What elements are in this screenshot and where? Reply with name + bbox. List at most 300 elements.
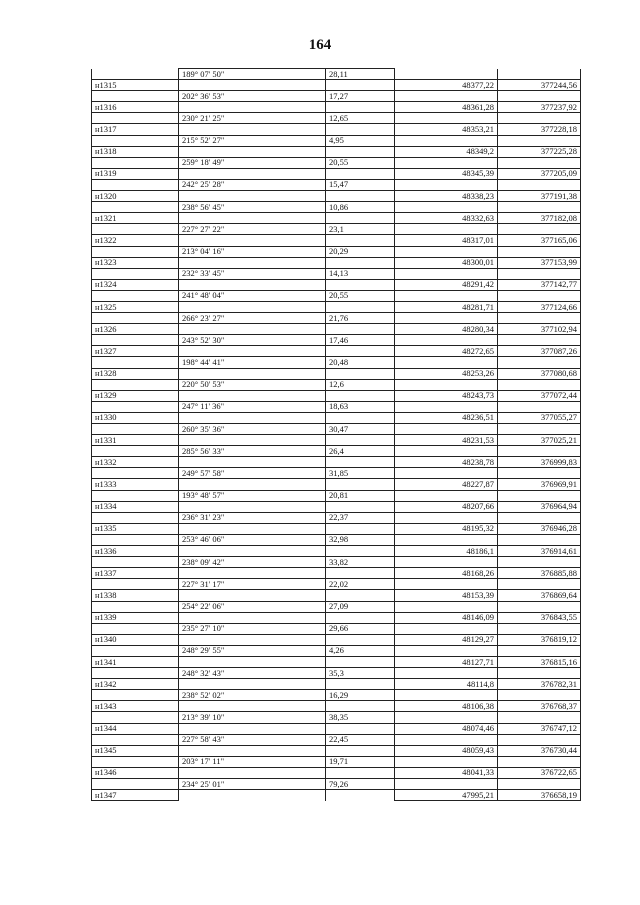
- point-name: н1323: [92, 257, 179, 268]
- segment-row: [92, 335, 581, 346]
- segment-length: 22,45: [326, 734, 395, 745]
- point-row: [92, 102, 581, 113]
- coordinate-y: 376869,64: [498, 590, 581, 601]
- direction-angle: 266° 23' 27": [179, 313, 326, 324]
- coordinate-x: [395, 534, 498, 545]
- point-row: [92, 80, 581, 91]
- segment-row: [92, 779, 581, 790]
- segment-row: [92, 512, 581, 523]
- coordinate-x: 48332,63: [395, 213, 498, 224]
- direction-angle: 215° 52' 27": [179, 135, 326, 146]
- coordinate-x: 48317,01: [395, 235, 498, 246]
- segment-row: [92, 290, 581, 301]
- coordinate-y: 376885,88: [498, 568, 581, 579]
- coordinate-y: 377244,56: [498, 80, 581, 91]
- point-name: [92, 734, 179, 745]
- segment-length: [326, 146, 395, 157]
- coordinate-x: 48195,32: [395, 523, 498, 534]
- segment-length: [326, 523, 395, 534]
- coordinate-x: 48168,26: [395, 568, 498, 579]
- point-name: [92, 290, 179, 301]
- direction-angle: [179, 191, 326, 202]
- direction-angle: 238° 52' 02": [179, 690, 326, 701]
- segment-length: [326, 324, 395, 335]
- coordinate-y: 377205,09: [498, 168, 581, 179]
- segment-row: [92, 690, 581, 701]
- coordinate-y: [498, 734, 581, 745]
- point-row: [92, 279, 581, 290]
- coordinate-x: [395, 69, 498, 80]
- point-row: [92, 346, 581, 357]
- segment-length: 17,46: [326, 335, 395, 346]
- coordinate-x: [395, 668, 498, 679]
- segment-length: 38,35: [326, 712, 395, 723]
- point-name: [92, 357, 179, 368]
- direction-angle: [179, 479, 326, 490]
- direction-angle: 189° 07' 50": [179, 69, 326, 80]
- point-row: [92, 701, 581, 712]
- segment-row: [92, 490, 581, 501]
- direction-angle: 243° 52' 30": [179, 335, 326, 346]
- segment-length: [326, 701, 395, 712]
- point-name: [92, 179, 179, 190]
- direction-angle: [179, 257, 326, 268]
- coordinate-y: [498, 601, 581, 612]
- direction-angle: 220° 50' 53": [179, 379, 326, 390]
- coordinate-x: 48377,22: [395, 80, 498, 91]
- coordinate-y: [498, 202, 581, 213]
- point-name: н1324: [92, 279, 179, 290]
- point-name: [92, 313, 179, 324]
- point-name: н1341: [92, 656, 179, 667]
- coordinate-y: [498, 668, 581, 679]
- coordinate-y: [498, 468, 581, 479]
- coordinate-x: 48345,39: [395, 168, 498, 179]
- direction-angle: [179, 412, 326, 423]
- coordinate-x: 48238,78: [395, 457, 498, 468]
- direction-angle: [179, 767, 326, 778]
- segment-length: 35,3: [326, 668, 395, 679]
- segment-row: [92, 468, 581, 479]
- point-row: [92, 324, 581, 335]
- coordinate-y: 376782,31: [498, 679, 581, 690]
- segment-length: 31,85: [326, 468, 395, 479]
- coordinate-x: [395, 224, 498, 235]
- segment-row: [92, 668, 581, 679]
- coordinate-y: [498, 268, 581, 279]
- segment-row: [92, 623, 581, 634]
- point-row: [92, 745, 581, 756]
- point-row: [92, 546, 581, 557]
- segment-length: [326, 767, 395, 778]
- segment-length: [326, 546, 395, 557]
- point-row: [92, 590, 581, 601]
- segment-length: [326, 213, 395, 224]
- point-name: н1330: [92, 412, 179, 423]
- segment-row: [92, 69, 581, 80]
- direction-angle: 260° 35' 36": [179, 424, 326, 435]
- direction-angle: 254° 22' 06": [179, 601, 326, 612]
- segment-row: [92, 246, 581, 257]
- coordinate-y: [498, 712, 581, 723]
- point-row: [92, 412, 581, 423]
- coordinate-y: 376843,55: [498, 612, 581, 623]
- point-row: [92, 767, 581, 778]
- segment-row: [92, 645, 581, 656]
- coordinate-x: [395, 157, 498, 168]
- coordinate-y: [498, 157, 581, 168]
- point-name: н1344: [92, 723, 179, 734]
- direction-angle: 193° 48' 57": [179, 490, 326, 501]
- point-name: [92, 379, 179, 390]
- point-name: н1315: [92, 80, 179, 91]
- point-name: н1321: [92, 213, 179, 224]
- point-row: [92, 723, 581, 734]
- direction-angle: [179, 457, 326, 468]
- coordinate-x: [395, 446, 498, 457]
- point-row: [92, 612, 581, 623]
- point-name: [92, 135, 179, 146]
- point-name: [92, 246, 179, 257]
- segment-row: [92, 712, 581, 723]
- segment-length: [326, 679, 395, 690]
- segment-length: 32,98: [326, 534, 395, 545]
- point-row: [92, 790, 581, 801]
- point-name: н1338: [92, 590, 179, 601]
- point-name: [92, 113, 179, 124]
- segment-row: [92, 91, 581, 102]
- coordinate-y: 377102,94: [498, 324, 581, 335]
- coordinate-y: [498, 690, 581, 701]
- point-row: [92, 656, 581, 667]
- coordinate-y: 377055,27: [498, 412, 581, 423]
- coordinate-x: 48349,2: [395, 146, 498, 157]
- point-name: [92, 512, 179, 523]
- direction-angle: [179, 146, 326, 157]
- point-name: [92, 668, 179, 679]
- coordinate-x: [395, 246, 498, 257]
- coordinate-y: [498, 401, 581, 412]
- segment-length: [326, 790, 395, 801]
- coordinate-x: [395, 623, 498, 634]
- point-name: [92, 645, 179, 656]
- segment-row: [92, 357, 581, 368]
- point-name: н1335: [92, 523, 179, 534]
- segment-length: [326, 191, 395, 202]
- direction-angle: 241° 48' 04": [179, 290, 326, 301]
- coordinate-x: 47995,21: [395, 790, 498, 801]
- direction-angle: 202° 36' 53": [179, 91, 326, 102]
- segment-row: [92, 579, 581, 590]
- coordinate-y: 377080,68: [498, 368, 581, 379]
- coordinate-y: [498, 69, 581, 80]
- point-name: [92, 557, 179, 568]
- coordinate-x: 48074,46: [395, 723, 498, 734]
- direction-angle: [179, 679, 326, 690]
- direction-angle: [179, 213, 326, 224]
- segment-row: [92, 401, 581, 412]
- point-name: н1332: [92, 457, 179, 468]
- coordinate-x: 48146,09: [395, 612, 498, 623]
- coordinate-x: [395, 601, 498, 612]
- coordinate-x: [395, 290, 498, 301]
- direction-angle: 227° 27' 22": [179, 224, 326, 235]
- point-name: н1328: [92, 368, 179, 379]
- coordinate-y: [498, 557, 581, 568]
- coordinate-y: 376969,91: [498, 479, 581, 490]
- point-name: н1318: [92, 146, 179, 157]
- coordinate-y: 377025,21: [498, 435, 581, 446]
- direction-angle: [179, 612, 326, 623]
- segment-row: [92, 756, 581, 767]
- segment-length: 20,48: [326, 357, 395, 368]
- direction-angle: [179, 279, 326, 290]
- segment-length: [326, 501, 395, 512]
- segment-length: 14,13: [326, 268, 395, 279]
- segment-length: 33,82: [326, 557, 395, 568]
- point-name: н1334: [92, 501, 179, 512]
- coordinate-y: 377153,99: [498, 257, 581, 268]
- coordinates-table: [91, 68, 581, 801]
- direction-angle: 227° 58' 43": [179, 734, 326, 745]
- point-name: н1320: [92, 191, 179, 202]
- direction-angle: 203° 17' 11": [179, 756, 326, 767]
- segment-row: [92, 268, 581, 279]
- coordinate-y: 376964,94: [498, 501, 581, 512]
- point-name: н1317: [92, 124, 179, 135]
- coordinate-x: 48231,53: [395, 435, 498, 446]
- segment-length: 22,37: [326, 512, 395, 523]
- direction-angle: [179, 168, 326, 179]
- point-row: [92, 568, 581, 579]
- coordinate-x: [395, 335, 498, 346]
- coordinate-x: 48129,27: [395, 634, 498, 645]
- page-number: 164: [308, 37, 332, 53]
- point-name: [92, 468, 179, 479]
- point-name: [92, 91, 179, 102]
- direction-angle: 198° 44' 41": [179, 357, 326, 368]
- coordinate-y: [498, 313, 581, 324]
- coordinate-x: 48186,1: [395, 546, 498, 557]
- point-row: [92, 235, 581, 246]
- coordinate-y: [498, 335, 581, 346]
- direction-angle: 232° 33' 45": [179, 268, 326, 279]
- segment-length: [326, 80, 395, 91]
- segment-length: 21,76: [326, 313, 395, 324]
- coordinate-y: [498, 179, 581, 190]
- direction-angle: 238° 09' 42": [179, 557, 326, 568]
- segment-row: [92, 313, 581, 324]
- segment-length: 19,71: [326, 756, 395, 767]
- segment-length: 10,86: [326, 202, 395, 213]
- point-row: [92, 479, 581, 490]
- segment-length: 12,65: [326, 113, 395, 124]
- coordinate-x: 48253,26: [395, 368, 498, 379]
- direction-angle: 238° 56' 45": [179, 202, 326, 213]
- coordinate-x: 48361,28: [395, 102, 498, 113]
- segment-length: [326, 612, 395, 623]
- direction-angle: 285° 56' 33": [179, 446, 326, 457]
- direction-angle: [179, 790, 326, 801]
- coordinate-x: [395, 424, 498, 435]
- segment-row: [92, 179, 581, 190]
- coordinate-y: [498, 135, 581, 146]
- point-name: [92, 202, 179, 213]
- coordinate-y: 377182,08: [498, 213, 581, 224]
- segment-length: 26,4: [326, 446, 395, 457]
- point-name: [92, 779, 179, 790]
- segment-row: [92, 157, 581, 168]
- coordinate-x: 48300,01: [395, 257, 498, 268]
- segment-length: [326, 257, 395, 268]
- coordinate-x: [395, 712, 498, 723]
- segment-row: [92, 224, 581, 235]
- point-row: [92, 368, 581, 379]
- point-name: [92, 335, 179, 346]
- direction-angle: [179, 590, 326, 601]
- point-row: [92, 124, 581, 135]
- coordinate-y: 377225,28: [498, 146, 581, 157]
- point-name: н1342: [92, 679, 179, 690]
- point-row: [92, 257, 581, 268]
- point-name: н1329: [92, 390, 179, 401]
- coordinate-x: [395, 401, 498, 412]
- direction-angle: 242° 25' 28": [179, 179, 326, 190]
- direction-angle: [179, 701, 326, 712]
- point-row: [92, 213, 581, 224]
- direction-angle: [179, 656, 326, 667]
- coordinate-x: [395, 91, 498, 102]
- segment-row: [92, 734, 581, 745]
- point-name: н1327: [92, 346, 179, 357]
- segment-row: [92, 135, 581, 146]
- segment-length: 23,1: [326, 224, 395, 235]
- coordinate-y: 377191,38: [498, 191, 581, 202]
- point-row: [92, 634, 581, 645]
- coordinate-y: 376658,19: [498, 790, 581, 801]
- point-row: [92, 146, 581, 157]
- coordinate-x: [395, 135, 498, 146]
- point-name: [92, 756, 179, 767]
- direction-angle: [179, 634, 326, 645]
- coordinate-y: 377124,66: [498, 301, 581, 312]
- segment-length: 20,81: [326, 490, 395, 501]
- coordinate-x: 48207,66: [395, 501, 498, 512]
- segment-length: [326, 412, 395, 423]
- direction-angle: [179, 546, 326, 557]
- coordinate-x: 48353,21: [395, 124, 498, 135]
- direction-angle: 253° 46' 06": [179, 534, 326, 545]
- segment-length: 4,26: [326, 645, 395, 656]
- coordinate-y: [498, 579, 581, 590]
- point-name: н1331: [92, 435, 179, 446]
- coordinate-y: 376722,65: [498, 767, 581, 778]
- segment-length: 28,11: [326, 69, 395, 80]
- direction-angle: [179, 501, 326, 512]
- point-name: н1343: [92, 701, 179, 712]
- direction-angle: [179, 390, 326, 401]
- direction-angle: 249° 57' 58": [179, 468, 326, 479]
- segment-row: [92, 424, 581, 435]
- coordinate-y: [498, 779, 581, 790]
- direction-angle: 213° 39' 10": [179, 712, 326, 723]
- segment-length: [326, 279, 395, 290]
- point-name: н1322: [92, 235, 179, 246]
- point-name: н1337: [92, 568, 179, 579]
- point-name: [92, 268, 179, 279]
- coordinate-y: [498, 623, 581, 634]
- direction-angle: 227° 31' 17": [179, 579, 326, 590]
- segment-row: [92, 446, 581, 457]
- coordinate-y: [498, 246, 581, 257]
- coordinate-x: [395, 734, 498, 745]
- point-name: н1346: [92, 767, 179, 778]
- segment-length: 29,66: [326, 623, 395, 634]
- segment-length: [326, 479, 395, 490]
- direction-angle: [179, 124, 326, 135]
- segment-length: [326, 457, 395, 468]
- point-name: [92, 690, 179, 701]
- point-row: [92, 168, 581, 179]
- segment-length: 15,47: [326, 179, 395, 190]
- point-name: [92, 579, 179, 590]
- direction-angle: [179, 80, 326, 91]
- coordinate-x: 48041,33: [395, 767, 498, 778]
- point-row: [92, 501, 581, 512]
- coordinate-y: [498, 113, 581, 124]
- coordinate-y: 377165,06: [498, 235, 581, 246]
- segment-length: 27,09: [326, 601, 395, 612]
- coordinate-x: [395, 756, 498, 767]
- point-name: [92, 224, 179, 235]
- segment-row: [92, 557, 581, 568]
- direction-angle: 234° 25' 01": [179, 779, 326, 790]
- coordinate-x: [395, 512, 498, 523]
- coordinate-y: 377087,26: [498, 346, 581, 357]
- segment-length: [326, 346, 395, 357]
- point-name: [92, 601, 179, 612]
- direction-angle: 248° 29' 55": [179, 645, 326, 656]
- segment-length: 16,29: [326, 690, 395, 701]
- point-name: [92, 157, 179, 168]
- point-row: [92, 457, 581, 468]
- point-name: н1316: [92, 102, 179, 113]
- coordinate-x: [395, 357, 498, 368]
- point-row: [92, 523, 581, 534]
- segment-row: [92, 202, 581, 213]
- point-name: [92, 69, 179, 80]
- point-row: [92, 679, 581, 690]
- direction-angle: 247° 11' 36": [179, 401, 326, 412]
- coordinate-y: 377142,77: [498, 279, 581, 290]
- direction-angle: [179, 346, 326, 357]
- segment-length: 30,47: [326, 424, 395, 435]
- coordinate-x: [395, 379, 498, 390]
- point-name: н1339: [92, 612, 179, 623]
- point-name: [92, 534, 179, 545]
- coordinate-x: [395, 113, 498, 124]
- coordinate-x: 48272,65: [395, 346, 498, 357]
- coordinate-y: [498, 534, 581, 545]
- segment-length: [326, 723, 395, 734]
- segment-length: [326, 102, 395, 113]
- coordinate-y: 376999,83: [498, 457, 581, 468]
- coordinate-y: [498, 645, 581, 656]
- coordinate-y: 376768,37: [498, 701, 581, 712]
- coordinate-y: 376819,12: [498, 634, 581, 645]
- segment-length: [326, 168, 395, 179]
- point-name: н1336: [92, 546, 179, 557]
